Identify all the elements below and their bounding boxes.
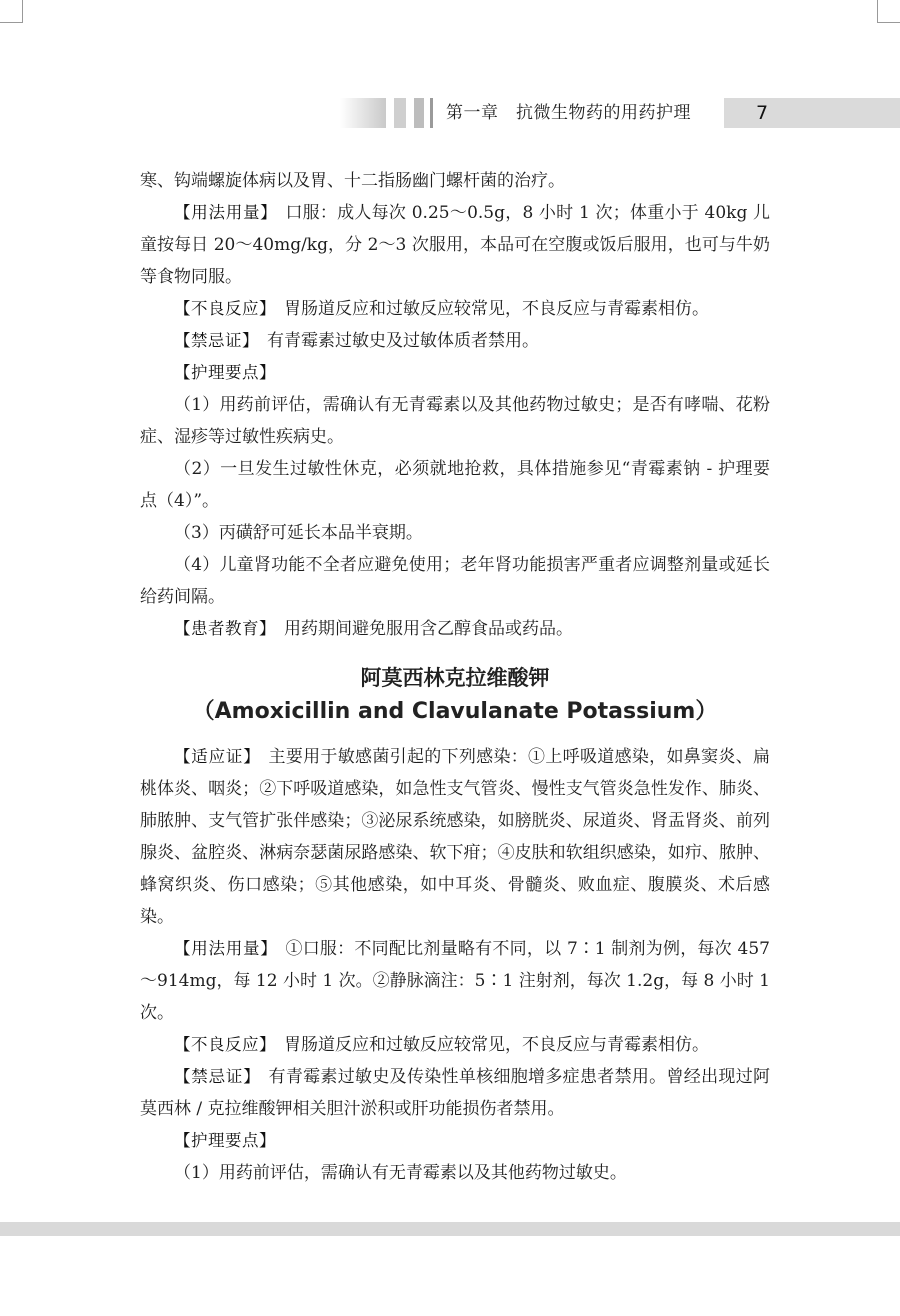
patient-education-paragraph [140,613,770,645]
page-number-box [724,98,900,128]
dosage-paragraph [140,197,770,293]
adverse-reactions-paragraph [140,293,770,325]
nursing-points-heading [140,357,770,389]
nursing-item: （1）用药前评估，需确认有无青霉素以及其他药物过敏史。 [174,1163,627,1183]
header-decor-bar [394,98,406,128]
nursing-points-tag: 【护理要点】 [174,363,276,382]
footer-band [0,1222,900,1236]
crop-mark-right [877,0,900,23]
adverse-reactions-tag: 【不良反应】 [174,299,276,318]
indications-text: 主要用于敏感菌引起的下列感染：①上呼吸道感染，如鼻窦炎、扁桃体炎、咽炎；②下呼吸道感染，如急性支气管炎、慢性支气管炎急性发作、肺炎、肺脓肿、支气管扩张伴感染；③泌尿系统感染，如膀胱炎、尿道炎、肾盂肾炎、前列腺炎、盆腔炎、淋病奈瑟菌尿路感染、软下疳；④皮肤和软组织感染，如疖、脓肿、蜂窝织炎、伤口感染；⑤其他感染，如中耳炎、骨髓炎、败血症、腹膜炎、术后感染。 [140,747,770,927]
dosage-tag-2: 【用法用量】 [174,939,278,958]
patient-education-tag: 【患者教育】 [174,619,276,638]
indications-paragraph [140,741,770,933]
dosage-paragraph-2 [140,933,770,1029]
crop-mark-left [0,0,23,23]
nursing-item: （1）用药前评估，需确认有无青霉素以及其他药物过敏史；是否有哮喘、花粉症、湿疹等过敏性疾病史。 [140,395,770,447]
chapter-title: 第一章 抗微生物药的用药护理 [446,103,691,123]
drug-title-chinese: 阿莫西林克拉维酸钾 [360,666,550,690]
drug-title-english: （Amoxicillin and Clavulanate Potassium） [192,699,718,724]
dosage-text: 口服：成人每次 0.25～0.5g，8 小时 1 次；体重小于 40kg 儿童按每日 20～40mg/kg，分 2～3 次服用，本品可在空腹或饭后服用，也可与牛奶等食物同服。 [140,203,771,287]
contraindications-paragraph-2 [140,1061,770,1125]
nursing-points-heading-2 [140,1125,770,1157]
contraindications-text: 有青霉素过敏史及过敏体质者禁用。 [267,331,539,351]
running-header [0,98,900,128]
patient-education-text: 用药期间避免服用含乙醇食品或药品。 [284,619,573,639]
adverse-reactions-text-2: 胃肠道反应和过敏反应较常见，不良反应与青霉素相仿。 [284,1035,709,1055]
header-decor-bar [430,98,433,128]
header-decor-bar [340,98,386,128]
adverse-reactions-text: 胃肠道反应和过敏反应较常见，不良反应与青霉素相仿。 [284,299,709,319]
page-number: 7 [755,102,769,124]
indications-tag: 【适应证】 [174,747,261,766]
dosage-text-2: ①口服：不同配比剂量略有不同，以 7∶1 制剂为例，每次 457～914mg，每 12 小时 1 次。②静脉滴注：5∶1 注射剂，每次 1.2g，每 8 小时 1 次。 [140,939,771,1023]
nursing-points-tag-2: 【护理要点】 [174,1131,276,1150]
adverse-reactions-tag-2: 【不良反应】 [174,1035,276,1054]
header-decor-bar [414,98,424,128]
dosage-tag: 【用法用量】 [174,203,278,222]
nursing-item: （3）丙磺舒可延长本品半衰期。 [174,523,423,543]
adverse-reactions-paragraph-2 [140,1029,770,1061]
contraindications-text-2: 有青霉素过敏史及传染性单核细胞增多症患者禁用。曾经出现过阿莫西林 / 克拉维酸钾相关胆汁淤积或肝功能损伤者禁用。 [140,1067,770,1119]
continuation-paragraph: 寒、钩端螺旋体病以及胃、十二指肠幽门螺杆菌的治疗。 [140,171,565,191]
contraindications-tag: 【禁忌证】 [174,331,259,350]
nursing-item: （2）一旦发生过敏性休克，必须就地抢救，具体措施参见“青霉素钠 - 护理要点（4）”。 [140,459,770,511]
contraindications-paragraph [140,325,770,357]
nursing-item: （4）儿童肾功能不全者应避免使用；老年肾功能损害严重者应调整剂量或延长给药间隔。 [140,555,770,607]
contraindications-tag-2: 【禁忌证】 [174,1067,261,1086]
